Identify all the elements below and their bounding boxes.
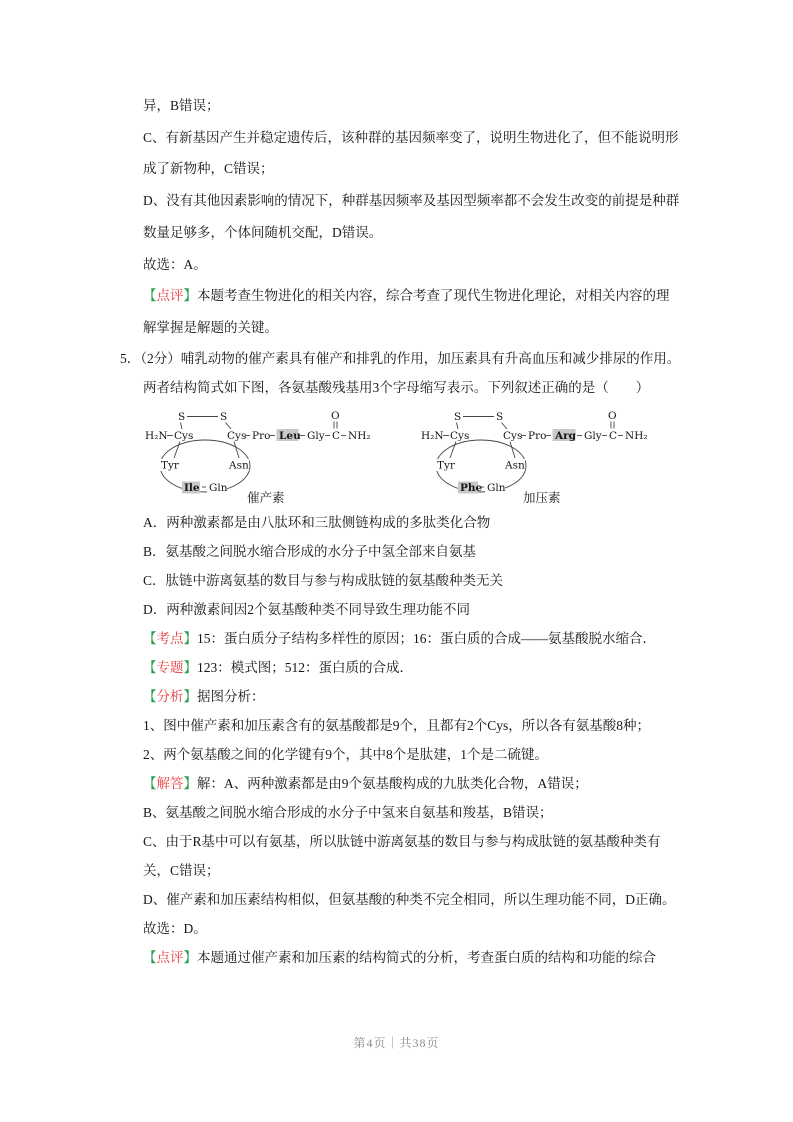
tag-name: 考点 <box>156 630 184 646</box>
zhuanti-paragraph <box>143 653 682 682</box>
prev-answer-line <box>143 249 682 281</box>
text-line: D、没有其他因素影响的情况下，种群基因频率及基因型频率都不会发生改变的前提是种群数量足够多，个体间随机交配，D错误。 <box>143 193 680 240</box>
text-line: C、有新基因产生并稳定遗传后，该种群的基因频率变了，说明生物进化了，但不能说明形成了新物种，C错误； <box>143 129 679 177</box>
residue-label-gln: Gln <box>209 481 228 494</box>
prev-answer-option-c <box>143 122 682 185</box>
question5-option-a <box>143 508 682 537</box>
tag-name: 解答 <box>156 775 184 791</box>
jieda-line: 解：A、两种激素都是由9个氨基酸构成的九肽类化合物，A错误； <box>197 775 588 791</box>
text-line: 2、两个氨基酸之间的化学键有9个，其中8个是肽建，1个是二硫键。 <box>143 746 548 762</box>
page-footer <box>0 1034 793 1051</box>
dianping-paragraph <box>143 943 682 972</box>
tag-fenxi <box>143 689 197 704</box>
zhuanti-text: 123：模式图；512：蛋白质的合成． <box>197 659 413 675</box>
question-text: （2分）哺乳动物的催产素具有催产和排乳的作用，加压素具有升高血压和减少排尿的作用。两者结构简式如下图，各氨基酸残基用3个字母缩写表示。下列叙述正确的是（ ） <box>140 350 681 395</box>
tag-close-bracket: 】 <box>183 775 197 791</box>
tag-kaodian <box>143 631 197 646</box>
prev-comment-paragraph <box>143 280 682 343</box>
tag-name: 专题 <box>156 659 184 675</box>
option-text: A．两种激素都是由八肽环和三肽侧链构成的多肽类化合物 <box>143 514 491 530</box>
page-number-text: 第4页｜共38页 <box>353 1036 440 1050</box>
text-line: 1、图中催产素和加压素含有的氨基酸都是9个，且都有2个Cys，所以各有氨基酸8种； <box>143 717 651 733</box>
tag-open-bracket: 【 <box>143 630 157 646</box>
residue-label-highlight: Phe <box>460 481 483 494</box>
sulfur-label: S <box>220 410 228 423</box>
tag-name: 分析 <box>156 688 184 704</box>
text-line: 异，B错误； <box>143 98 220 113</box>
residue-label-highlight: Arg <box>555 429 577 442</box>
tag-close-bracket: 】 <box>183 950 197 966</box>
tag-zhuanti <box>143 660 197 675</box>
tag-jieda <box>143 776 197 791</box>
jieda-line: B、氨基酸之间脱水缩合形成的水分子中氢来自氨基和羧基，B错误； <box>143 804 553 820</box>
tag-name: 点评 <box>156 288 184 304</box>
question5-option-b <box>143 537 682 566</box>
residue-label-highlight: Leu <box>279 429 301 442</box>
tag-open-bracket: 【 <box>143 288 157 304</box>
question5-stem <box>120 344 682 402</box>
jieda-paragraph <box>143 769 682 798</box>
jieda-line-c <box>143 827 682 885</box>
question5-option-c <box>143 566 682 595</box>
sulfur-label: S <box>178 410 186 423</box>
nh2-label: NH₂ <box>625 429 648 442</box>
prev-answer-continuation <box>143 90 682 122</box>
tag-open-bracket: 【 <box>143 950 157 966</box>
tag-open-bracket: 【 <box>143 659 157 675</box>
jieda-line-d <box>143 885 682 914</box>
option-text: D．两种激素间因2个氨基酸种类不同导致生理功能不同 <box>143 601 470 617</box>
residue-label-tyr: Tyr <box>161 459 179 472</box>
tag-open-bracket: 【 <box>143 688 157 704</box>
residue-label-cys2: Cys <box>503 429 523 442</box>
answer-text: 故选：A。 <box>143 256 207 272</box>
residue-label-asn: Asn <box>505 459 525 472</box>
kaodian-paragraph <box>143 624 682 653</box>
residue-label-tyr: Tyr <box>437 459 455 472</box>
vasopressin-structure-diagram <box>419 406 679 506</box>
answer-text: 故选：D。 <box>143 921 207 936</box>
tag-open-bracket: 【 <box>143 775 157 791</box>
jieda-line: D、催产素和加压素结构相似，但氨基酸的种类不完全相同，所以生理功能不同，D正确。 <box>143 891 676 907</box>
carbon-label: C <box>609 429 618 442</box>
carbon-label: C <box>332 429 341 442</box>
tag-dianping <box>143 950 197 965</box>
prev-answer-option-d <box>143 185 682 248</box>
tag-dianping <box>143 288 197 303</box>
peptide-structures-figure <box>143 406 682 506</box>
h2n-label: H₂N <box>145 429 168 442</box>
residue-label-highlight: Ile <box>184 481 200 494</box>
tag-close-bracket: 】 <box>183 659 197 675</box>
sulfur-label: S <box>454 410 462 423</box>
tag-close-bracket: 】 <box>183 630 197 646</box>
tag-close-bracket: 】 <box>183 688 197 704</box>
residue-label-pro: Pro <box>252 429 271 442</box>
residue-label-cys1: Cys <box>174 429 194 442</box>
tag-close-bracket: 】 <box>183 288 197 304</box>
jieda-line: C、由于R基中可以有氨基，所以肽链中游离氨基的数目与参与构成肽链的氨基酸种类有关，C错误； <box>143 833 661 878</box>
fenxi-point-1 <box>143 711 682 740</box>
residue-label-pro: Pro <box>528 429 547 442</box>
oxygen-label: O <box>608 409 617 422</box>
residue-label-gly: Gly <box>307 429 325 442</box>
residue-label-gln: Gln <box>487 481 506 494</box>
question5-option-d <box>143 595 682 624</box>
tag-name: 点评 <box>156 950 184 966</box>
fenxi-point-2 <box>143 740 682 769</box>
fenxi-text: 据图分析： <box>197 688 265 704</box>
residue-label-gly: Gly <box>584 429 602 442</box>
question-number: 5． <box>120 350 141 366</box>
h2n-label: H₂N <box>421 429 444 442</box>
option-text: C．肽链中游离氨基的数目与参与构成肽链的氨基酸种类无关 <box>143 572 504 588</box>
structure-caption: 加压素 <box>523 489 561 505</box>
residue-label-cys2: Cys <box>227 429 247 442</box>
residue-label-asn: Asn <box>229 459 249 472</box>
structure-caption: 催产素 <box>247 489 285 505</box>
answer-line <box>143 914 682 943</box>
fenxi-paragraph <box>143 682 682 711</box>
kaodian-text: 15：蛋白质分子结构多样性的原因；16：蛋白质的合成——氨基酸脱水缩合． <box>197 630 656 646</box>
sulfur-label: S <box>496 410 504 423</box>
dianping-text: 本题通过催产素和加压素的结构简式的分析，考查蛋白质的结构和功能的综合 <box>197 950 656 966</box>
comment-text: 本题考查生物进化的相关内容，综合考查了现代生物进化理论，对相关内容的理解掌握是解题的关键。 <box>143 288 670 336</box>
oxytocin-structure-diagram <box>143 406 403 506</box>
document-content <box>120 90 682 972</box>
option-text: B．氨基酸之间脱水缩合形成的水分子中氢全部来自氨基 <box>143 543 477 559</box>
residue-label-cys1: Cys <box>450 429 470 442</box>
jieda-line-b <box>143 798 682 827</box>
oxygen-label: O <box>331 409 340 422</box>
nh2-label: NH₂ <box>348 429 371 442</box>
